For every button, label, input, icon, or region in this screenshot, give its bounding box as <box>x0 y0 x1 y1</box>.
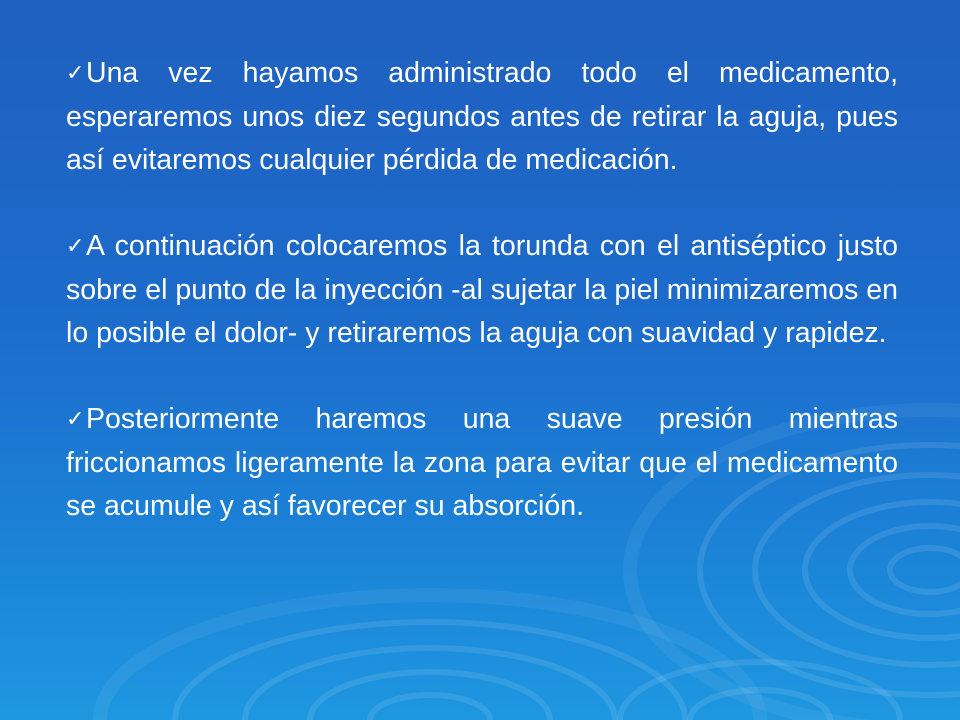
check-mark-icon: ✓ <box>66 60 85 85</box>
slide-content <box>66 52 898 571</box>
bullet-text-2: A continuación colocaremos la torunda con el antiséptico justo sobre el punto de la inyección -al sujetar la piel minimizaremos en lo posible el dolor- y retiraremos la aguja con suavidad y rapidez. <box>66 230 898 349</box>
bullet-item-3 <box>66 398 898 528</box>
check-mark-icon: ✓ <box>66 406 85 431</box>
bullet-text-1: Una vez hayamos administrado todo el medicamento, esperaremos unos diez segundos antes de retirar la aguja, pues así evitaremos cualquier pérdida de medicación. <box>66 57 898 176</box>
bullet-item-2 <box>66 225 898 355</box>
check-mark-icon: ✓ <box>66 233 85 258</box>
bullet-item-1 <box>66 52 898 182</box>
bullet-text-3: Posteriormente haremos una suave presión mientras friccionamos ligeramente la zona para evitar que el medicamento se acumule y así favorecer su absorción. <box>66 403 898 522</box>
